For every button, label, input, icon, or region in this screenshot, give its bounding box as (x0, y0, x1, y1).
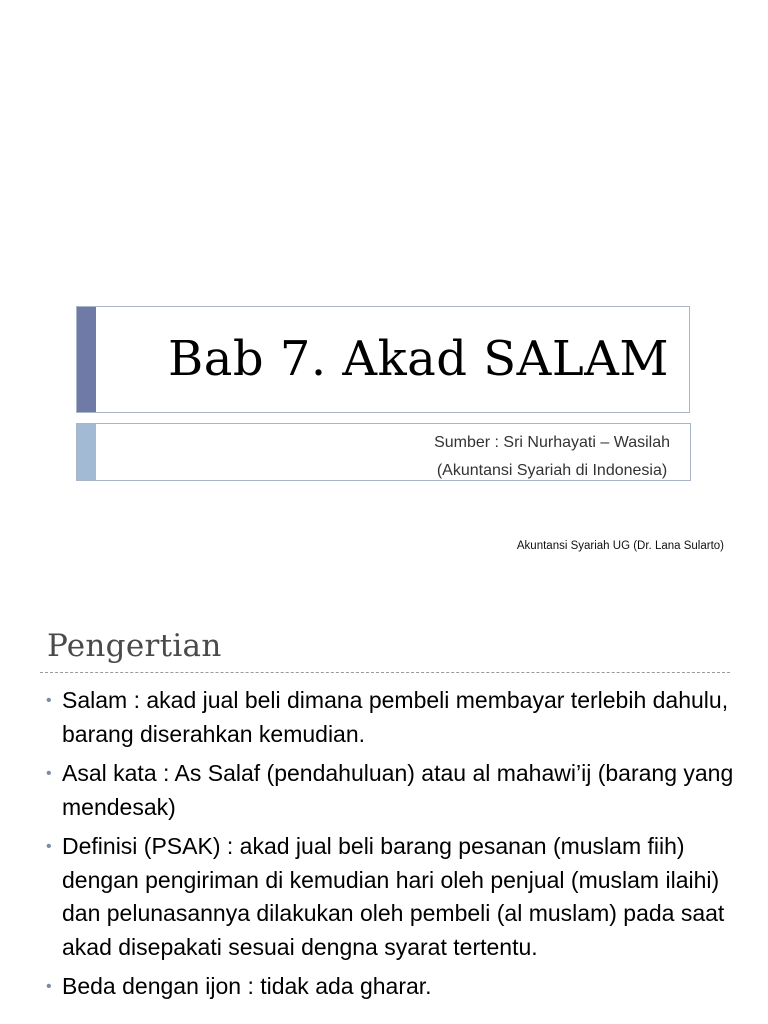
footer-note: Akuntansi Syariah UG (Dr. Lana Sularto) (516, 540, 724, 552)
bullet-item (46, 684, 736, 751)
section-heading: Pengertian (47, 628, 222, 664)
subtitle-box (76, 423, 691, 481)
bullet-item (46, 757, 736, 824)
bullet-icon: • (46, 692, 52, 709)
bullet-item (46, 970, 736, 1004)
subtitle-line-2: (Akuntansi Syariah di Indonesia) (436, 462, 668, 479)
bullet-item (46, 830, 736, 964)
title-box (76, 306, 690, 413)
bullet-icon: • (46, 765, 52, 782)
title-accent-bar (77, 307, 96, 412)
slide-title: Bab 7. Akad SALAM (167, 331, 669, 387)
bullet-text: Beda dengan ijon : tidak ada gharar. (62, 973, 432, 999)
subtitle-accent-bar (77, 424, 96, 480)
subtitle-text (434, 429, 670, 485)
subtitle-line-1: Sumber : Sri Nurhayati – Wasilah (434, 434, 670, 451)
bullet-icon: • (46, 978, 52, 995)
bullet-icon: • (46, 838, 52, 855)
bullet-list (46, 684, 736, 1010)
bullet-text: Asal kata : As Salaf (pendahuluan) atau al mahawi’ij (barang yang mendesak) (62, 760, 734, 820)
bullet-text: Definisi (PSAK) : akad jual beli barang pesanan (muslam fiih) dengan pengiriman di kemudian hari oleh penjual (muslam ilaihi) dan pelunasannya dilakukan oleh pembeli (al muslam) pada saat akad disepakati sesuai dengna syarat tertentu. (62, 833, 725, 960)
section-divider (40, 672, 730, 673)
bullet-text: Salam : akad jual beli dimana pembeli membayar terlebih dahulu, barang diserahkan kemudian. (62, 687, 729, 747)
